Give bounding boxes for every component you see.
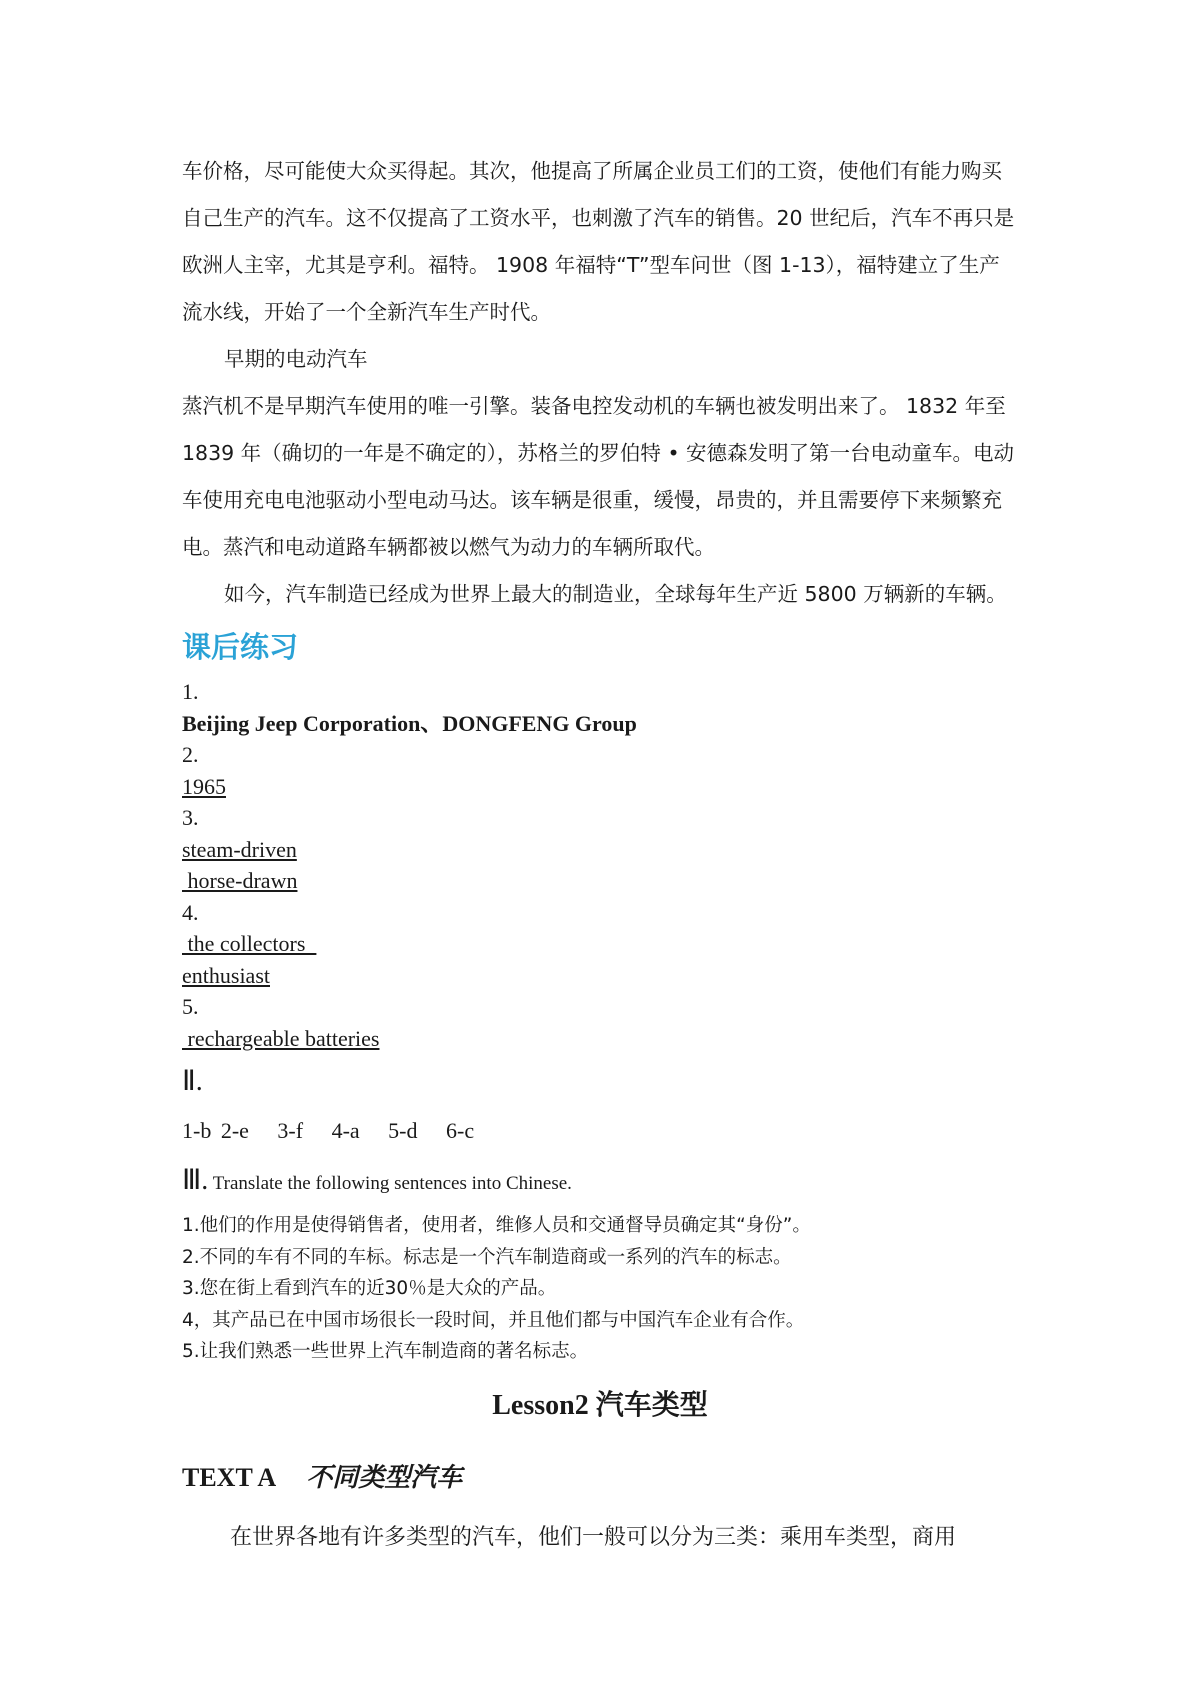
- translation-line: 4，其产品已在中国市场很长一段时间，并且他们都与中国汽车企业有合作。: [182, 1309, 805, 1331]
- section-3-heading: [182, 1162, 1018, 1204]
- translation-line: 1.他们的作用是使得销售者，使用者，维修人员和交通督导员确定其“身份”。: [182, 1215, 811, 1236]
- body-paragraph: 在世界各地有许多类型的汽车，他们一般可以分为三类：乘用车类型，商用: [230, 1524, 957, 1550]
- translation-line: 3.您在街上看到汽车的近30％是大众的产品。: [182, 1278, 557, 1299]
- answer-value: rechargeable batteries: [182, 1025, 380, 1051]
- subheading-electric-cars: 早期的电动汽车: [224, 347, 368, 371]
- answer-value: enthusiast: [182, 962, 270, 988]
- section-3-instruction: Translate the following sentences into Chinese.: [208, 1173, 572, 1194]
- answer-number: 3.: [182, 805, 199, 830]
- answer-value: Beijing Jeep Corporation、DONGFENG Group: [182, 710, 637, 736]
- body-paragraph: 如今，汽车制造已经成为世界上最大的制造业，全球每年生产近 5800 万辆新的车辆。: [224, 582, 1007, 606]
- body-paragraph: 蒸汽机不是早期汽车使用的唯一引擎。装备电控发动机的车辆也被发明出来了。 1832 年至1839 年（确切的一年是不确定的），苏格兰的罗伯特 • 安德森发明了第一台电动童车。电动车使用充电电池驱动小型电动马达。该车辆是很重，缓慢，昂贵的，并且需要停下来频繁充电。蒸汽和电动道路车辆都被以燃气为动力的车辆所取代。: [182, 394, 1015, 559]
- answer-value: 1965: [182, 773, 226, 799]
- text-a-label: TEXT A: [182, 1462, 277, 1492]
- section-2-label: Ⅱ.: [182, 1066, 203, 1097]
- answer-value: horse-drawn: [182, 868, 298, 893]
- answer-number: 5.: [182, 994, 199, 1019]
- section-3-label: Ⅲ.: [182, 1165, 209, 1196]
- answer-number: 2.: [182, 742, 199, 767]
- answer-number: 1.: [182, 679, 199, 704]
- text-a-title: 不同类型汽车: [306, 1462, 463, 1493]
- answers-section: [182, 676, 1018, 1054]
- body-paragraph: 车价格，尽可能使大众买得起。其次，他提高了所属企业员工们的工资，使他们有能力购买自己生产的汽车。这不仅提高了工资水平，也刺激了汽车的销售。20 世纪后，汽车不再只是欧洲人主宰，尤其是亨利。福特。 1908 年福特“T”型车问世（图 1-13），福特建立了生产流水线，开始了一个全新汽车生产时代。: [182, 159, 1015, 324]
- answer-value: the collectors: [182, 931, 317, 956]
- exercise-heading: 课后练习: [182, 630, 299, 664]
- translation-line: 2.不同的车有不同的车标。标志是一个汽车制造商或一系列的汽车的标志。: [182, 1246, 792, 1268]
- document-page: [182, 148, 1018, 1566]
- answer-number: 4.: [182, 899, 199, 925]
- answer-value: steam-driven: [182, 836, 297, 862]
- text-a-heading: [182, 1450, 1018, 1506]
- matching-answers: 1-b 2-e 3-f 4-a 5-d 6-c: [182, 1118, 475, 1143]
- lesson-title: Lesson2 汽车类型: [492, 1389, 708, 1421]
- translation-line: 5.让我们熟悉一些世界上汽车制造商的著名标志。: [182, 1341, 589, 1362]
